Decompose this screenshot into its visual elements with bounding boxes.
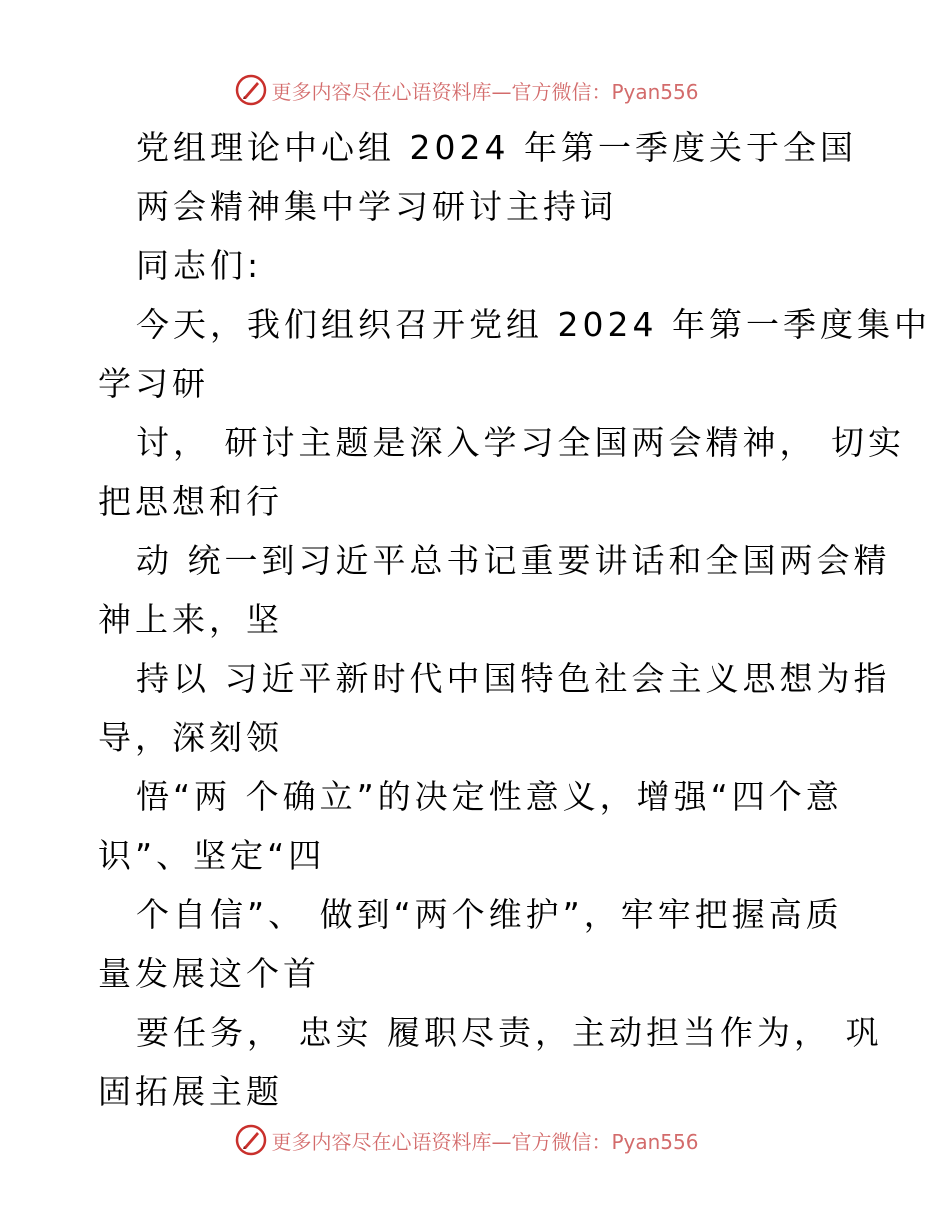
- body-line-10: 识”、坚定“四: [98, 836, 326, 875]
- body-line-13: 要任务， 忠实 履职尽责，主动担当作为， 巩: [136, 1013, 883, 1052]
- header-contact-text: 官方微信：Pyan556: [511, 79, 699, 104]
- quill-logo-icon: [235, 1124, 267, 1156]
- body-line-7: 持以 习近平新时代中国特色社会主义思想为指: [136, 659, 891, 698]
- body-line-12: 量发展这个首: [98, 954, 320, 993]
- title-line-1: 党组理论中心组 2024 年第一季度关于全国: [136, 128, 857, 167]
- title-line-2: 两会精神集中学习研讨主持词: [136, 187, 617, 226]
- body-line-14: 固拓展主题: [98, 1072, 283, 1111]
- header-banner-text: [271, 76, 698, 105]
- header-brand-text: 更多内容尽在心语资料库: [271, 79, 492, 104]
- header-banner: [0, 70, 950, 110]
- body-line-11: 个自信”、 做到“两个维护”，牢牢把握高质: [136, 895, 843, 934]
- footer-banner-inner: [235, 1124, 698, 1156]
- body-line-9: 悟“两 个确立”的决定性意义，增强“四个意: [136, 777, 843, 816]
- footer-brand-text: 更多内容尽在心语资料库: [271, 1129, 492, 1154]
- body-line-5: 动 统一到习近平总书记重要讲话和全国两会精: [136, 541, 891, 580]
- body-line-2: 学习研: [98, 364, 209, 403]
- body-line-8: 导，深刻领: [98, 718, 283, 757]
- body-line-3: 讨， 研讨主题是深入学习全国两会精神， 切实: [136, 423, 905, 462]
- footer-banner-text: [271, 1126, 698, 1155]
- header-banner-inner: [235, 74, 698, 106]
- body-line-6: 神上来，坚: [98, 600, 283, 639]
- body-line-4: 把思想和行: [98, 482, 283, 521]
- footer-banner: [0, 1120, 950, 1160]
- header-dash: —: [491, 79, 512, 104]
- body-line-1: 今天，我们组织召开党组 2024 年第一季度集中: [136, 305, 931, 344]
- footer-dash: —: [491, 1129, 512, 1154]
- footer-contact-text: 官方微信：Pyan556: [511, 1129, 699, 1154]
- salutation: 同志们:: [136, 246, 263, 285]
- quill-logo-icon: [235, 74, 267, 106]
